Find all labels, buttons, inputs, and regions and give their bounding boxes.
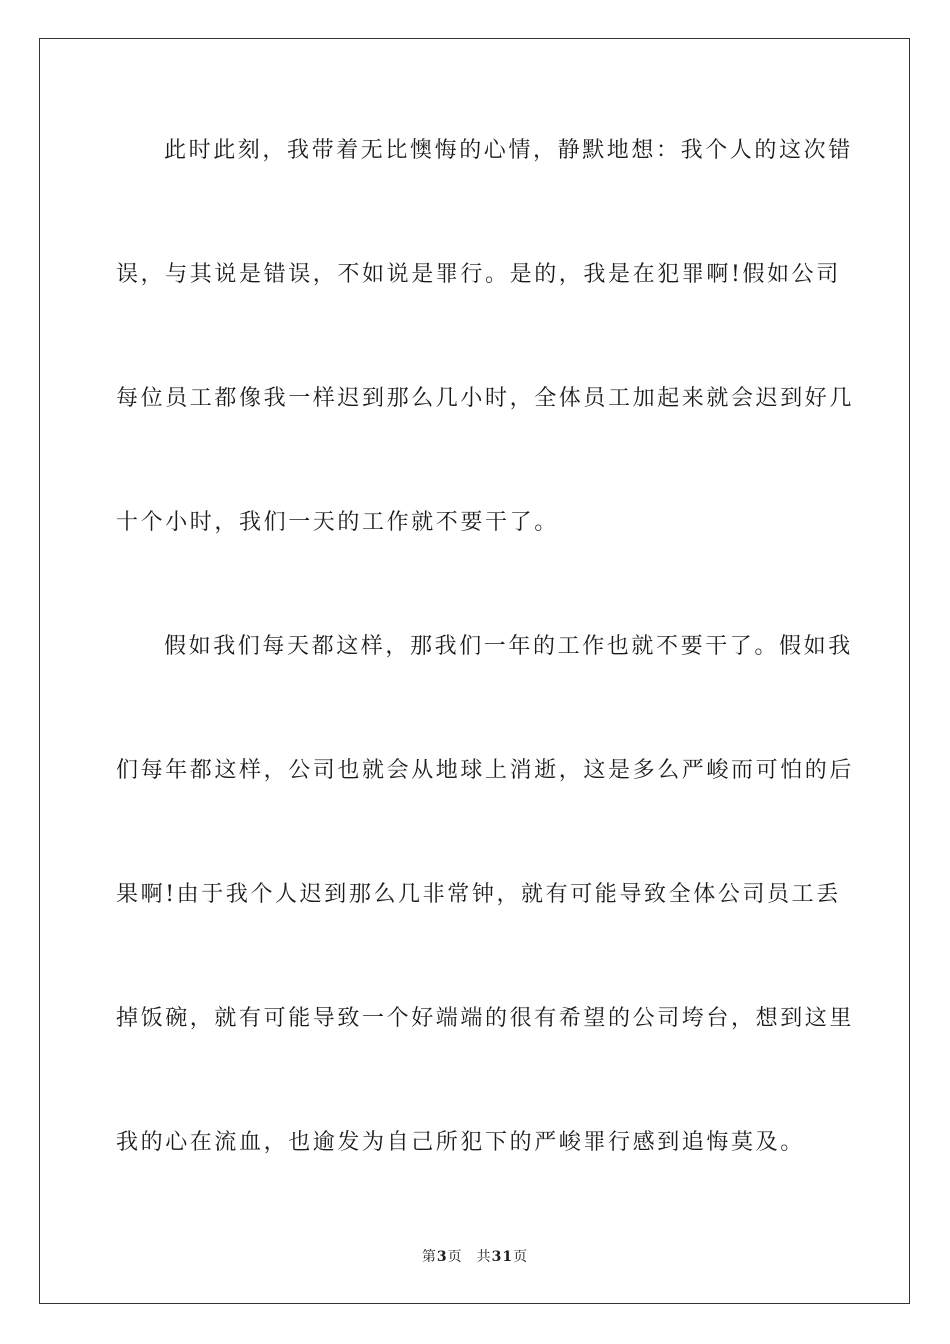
page-suffix: 页: [447, 1249, 463, 1265]
paragraph-2-line-4: 掉饭碗，就有可能导致一个好端端的很有希望的公司垮台，想到这里: [116, 1006, 855, 1031]
paragraph-1-line-1: 此时此刻，我带着无比懊悔的心情，静默地想：我个人的这次错: [164, 138, 853, 163]
paragraph-1-line-3: 每位员工都像我一样迟到那么几小时，全体员工加起来就会迟到好几: [116, 386, 855, 411]
paragraph-2-line-2: 们每年都这样，公司也就会从地球上消逝，这是多么严峻而可怕的后: [116, 758, 855, 783]
total-suffix: 页: [513, 1249, 529, 1265]
total-prefix: 共: [476, 1249, 492, 1265]
paragraph-2-line-5: 我的心在流血，也逾发为自己所犯下的严峻罪行感到追悔莫及。: [116, 1130, 805, 1155]
paragraph-2-line-1: 假如我们每天都这样，那我们一年的工作也就不要干了。假如我: [164, 634, 853, 659]
paragraph-2-line-3: 果啊!由于我个人迟到那么几非常钟，就有可能导致全体公司员工丢: [116, 882, 841, 907]
total-pages: 31: [491, 1249, 514, 1265]
page-number: 3: [436, 1249, 448, 1265]
paragraph-1-line-4: 十个小时，我们一天的工作就不要干了。: [116, 510, 559, 535]
paragraph-1-line-2: 误，与其说是错误，不如说是罪行。是的，我是在犯罪啊!假如公司: [116, 262, 841, 287]
page-border: [39, 38, 910, 1304]
page-prefix: 第: [421, 1249, 437, 1265]
page-footer: [0, 1247, 950, 1267]
